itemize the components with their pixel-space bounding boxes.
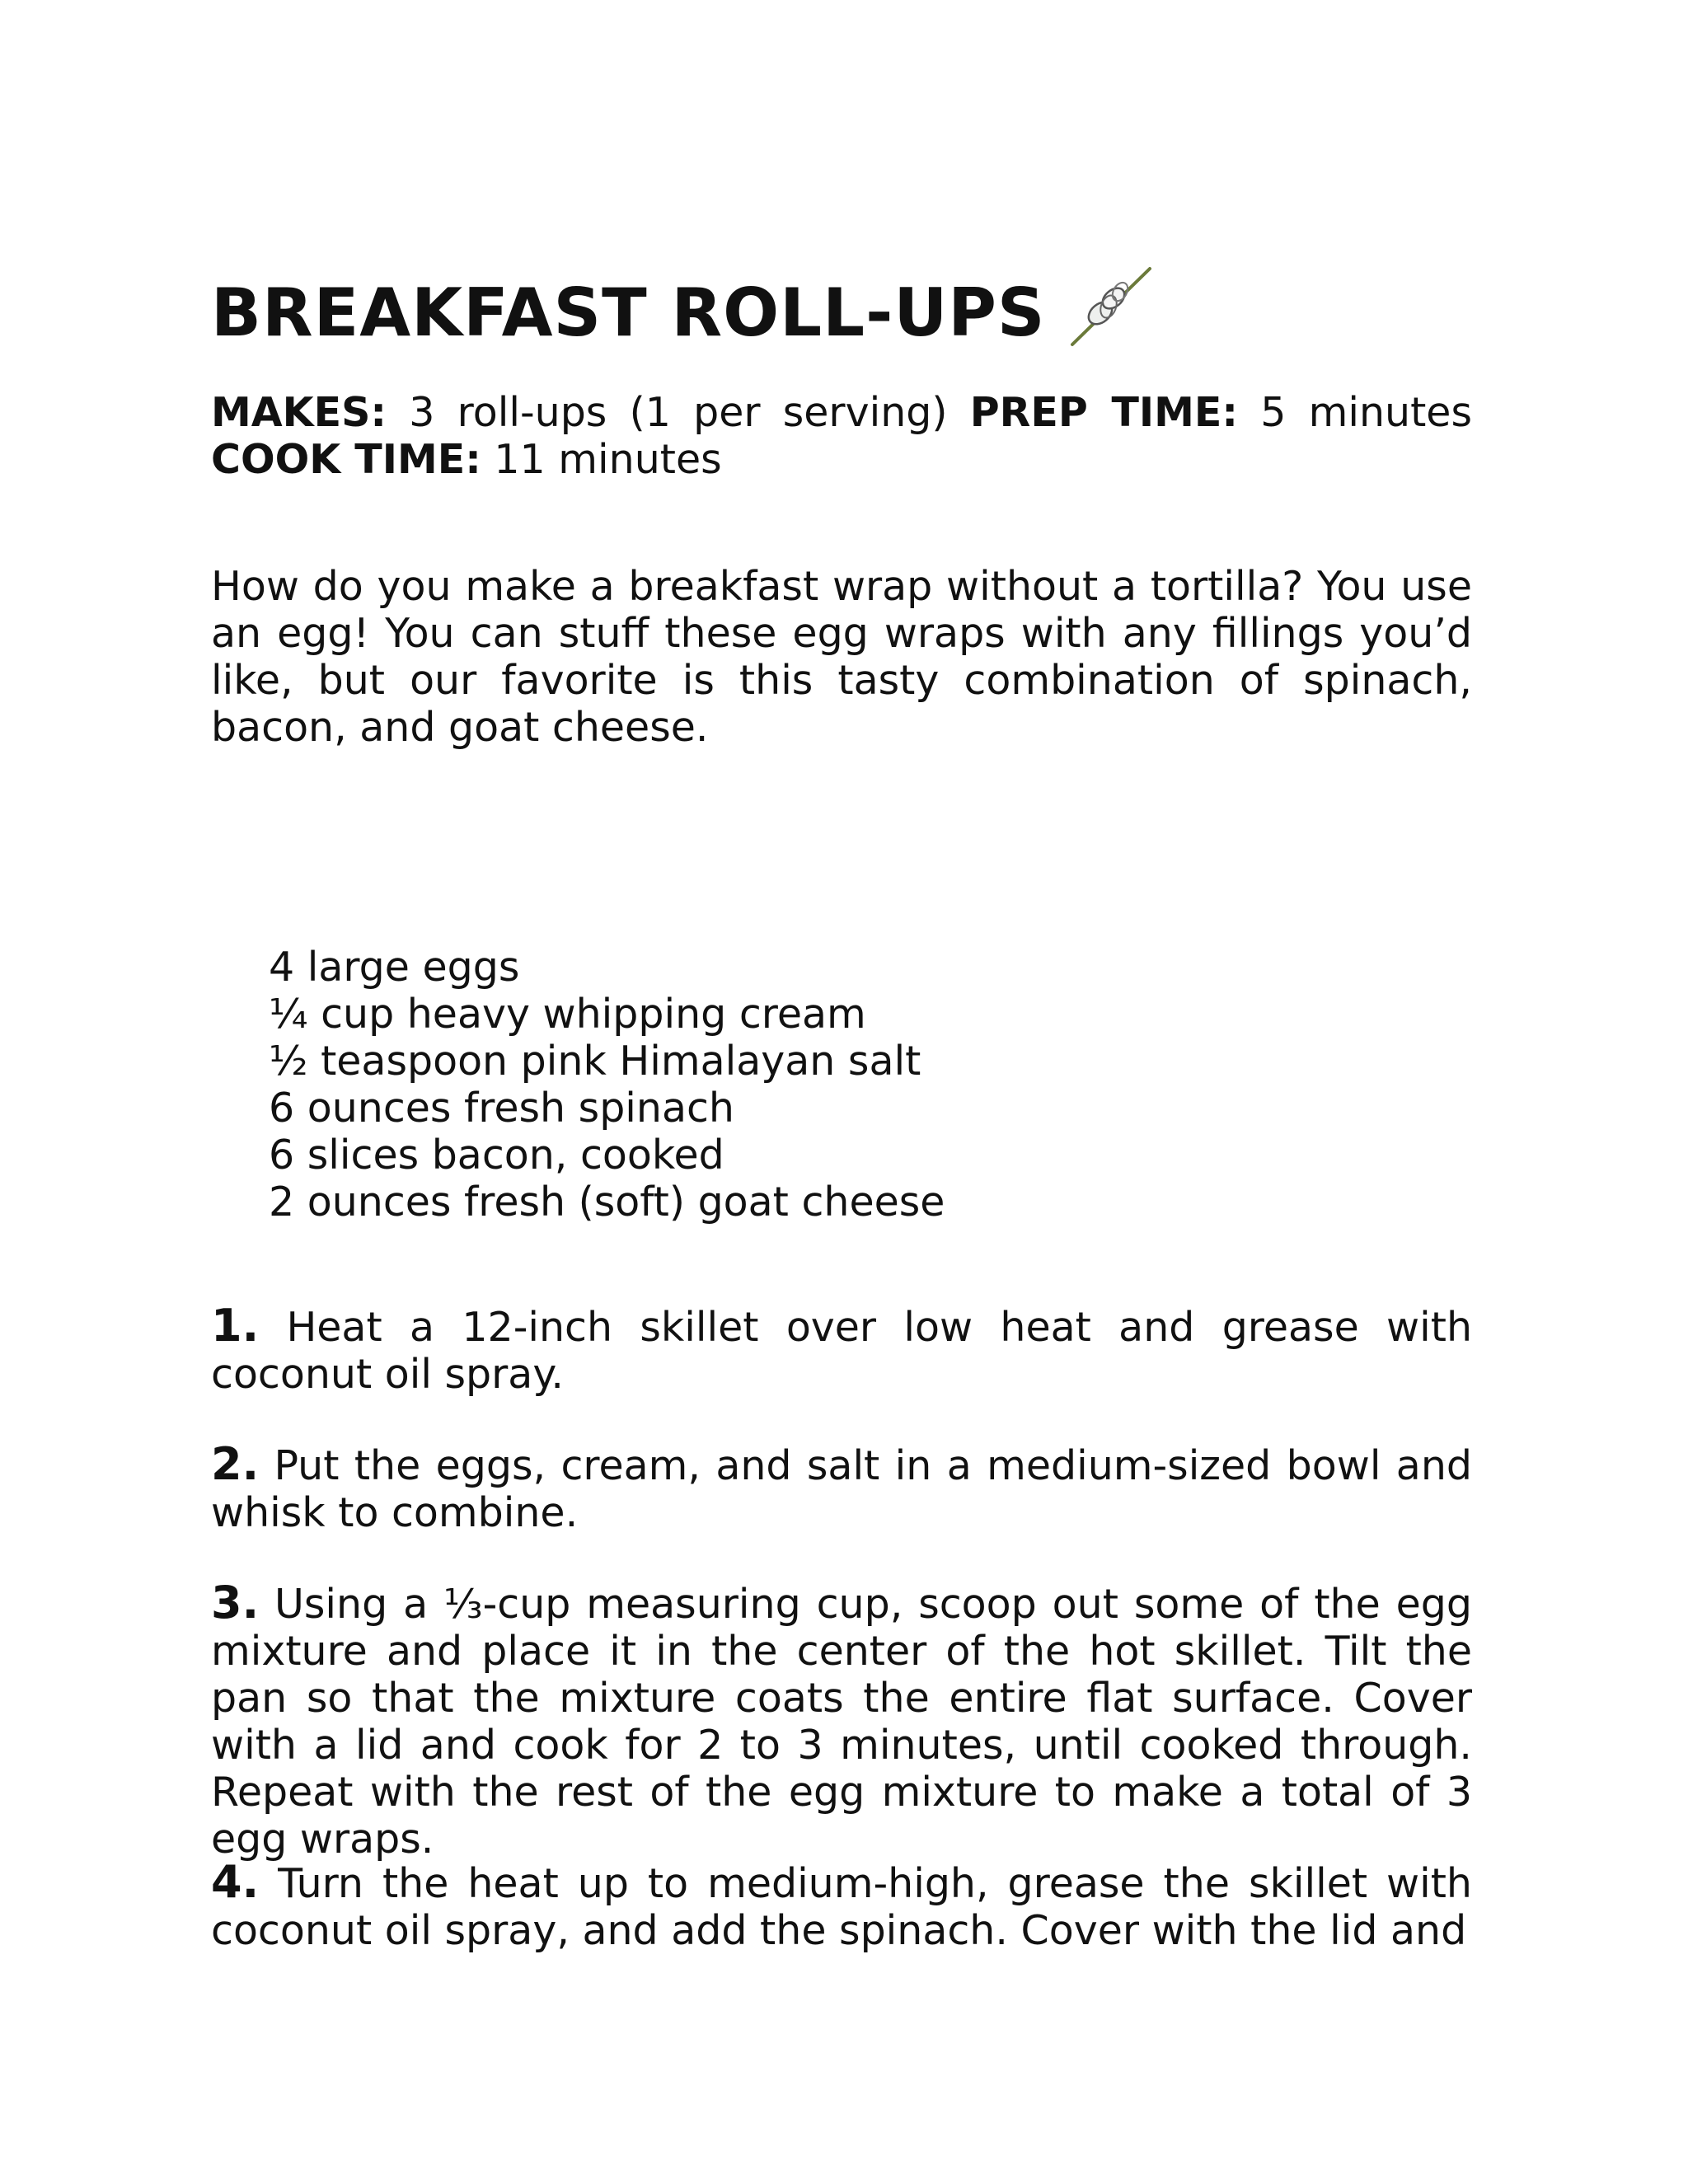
step-text: Using a ⅓-cup measuring cup, scoop out some of the egg mixture and place it in the center of the hot skillet. Tilt the pan so that the mixture coats the entire flat surface. Cover with a lid and cook for 2 to 3 minutes, until cooked through. Repeat with the rest of the egg mixture to make a total of 3 egg wraps. [211, 1581, 1473, 1863]
step-3 [211, 1579, 1472, 1863]
step-number: 4. [211, 1856, 260, 1908]
step-text: Put the eggs, cream, and salt in a medium-sized bowl and whisk to combine. [211, 1442, 1472, 1536]
makes-label: MAKES: [211, 389, 387, 436]
ingredient-item: 2 ounces fresh (soft) goat cheese [269, 1179, 945, 1226]
step-text: Turn the heat up to medium-high, grease the skillet with coconut oil spray, and add the spinach. Cover with the lid and [211, 1860, 1472, 1954]
step-number: 2. [211, 1438, 260, 1490]
recipe-title: BREAKFAST ROLL-UPS [211, 274, 1046, 351]
prep-label: PREP TIME: [969, 389, 1238, 436]
prep-value: 5 minutes [1260, 389, 1472, 436]
step-number: 1. [211, 1300, 260, 1352]
ingredient-item: 6 slices bacon, cooked [269, 1132, 724, 1179]
step-4 [211, 1858, 1472, 1954]
ingredient-list [269, 944, 945, 1226]
ingredient-item: 4 large eggs [269, 944, 520, 991]
title-row [211, 262, 1156, 351]
ingredient-item: ¼ cup heavy whipping cream [269, 991, 866, 1038]
skewer-icon [1066, 262, 1156, 353]
ingredient-item: 6 ounces fresh spinach [269, 1085, 734, 1132]
cook-label: COOK TIME: [211, 436, 481, 483]
ingredient-item: ½ teaspoon pink Himalayan salt [269, 1038, 921, 1085]
step-number: 3. [211, 1577, 260, 1629]
recipe-intro: How do you make a breakfast wrap without a tortilla? You use an egg! You can stuff these egg wraps with any fillings you’d like, but our favorite is this tasty combination of spinach, bacon, and goat cheese. [211, 563, 1472, 751]
step-1 [211, 1302, 1472, 1398]
step-text: Heat a 12-inch skillet over low heat and grease with coconut oil spray. [211, 1304, 1473, 1398]
step-2 [211, 1438, 1472, 1536]
makes-value: 3 roll-ups (1 per serving) [409, 389, 948, 436]
recipe-meta [211, 389, 1472, 483]
cook-value: 11 minutes [494, 436, 722, 483]
